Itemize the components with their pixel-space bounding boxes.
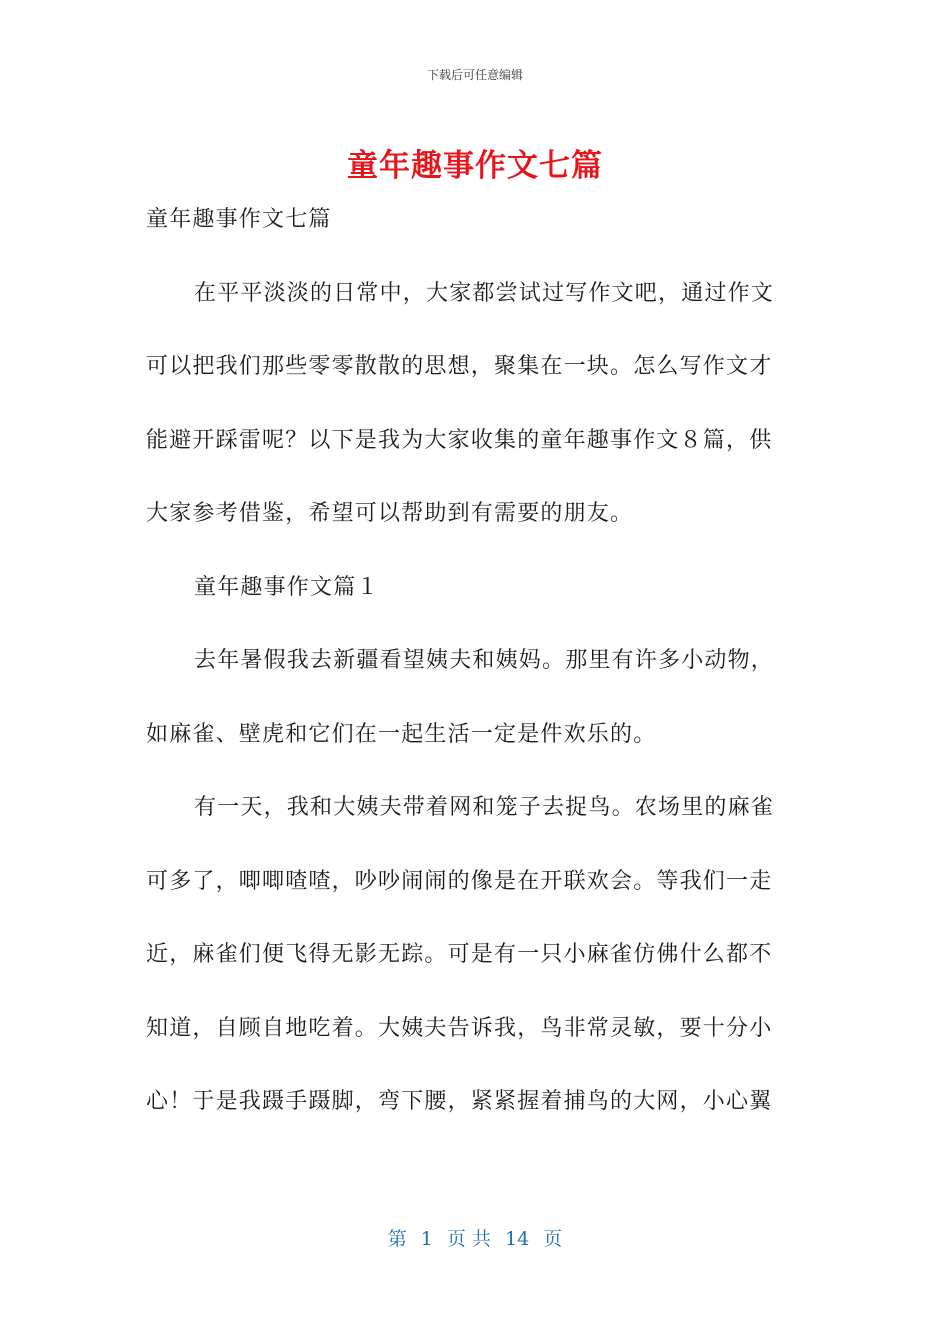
text-line: 在平平淡淡的日常中，大家都尝试过写作文吧，通过作文 xyxy=(194,280,775,306)
text-line: 如麻雀、壁虎和它们在一起生活一定是件欢乐的。 xyxy=(146,721,657,747)
footer-suffix: 页 xyxy=(543,1228,563,1250)
text-line: 去年暑假我去新疆看望姨夫和姨妈。那里有许多小动物， xyxy=(194,648,775,673)
text-line: 可以把我们那些零零散散的思想，聚集在一块。怎么写作文才 xyxy=(146,354,773,379)
footer-current-page: 1 xyxy=(420,1228,433,1250)
page-header-note: 下载后可任意编辑 xyxy=(426,68,523,82)
text-line: 大家参考借鉴，希望可以帮助到有需要的朋友。 xyxy=(146,501,634,526)
document-title: 童年趣事作文七篇 xyxy=(347,148,603,184)
text-line: 童年趣事作文篇１ xyxy=(194,574,380,600)
footer-prefix: 第 xyxy=(387,1228,407,1250)
document-subtitle: 童年趣事作文七篇 xyxy=(146,207,332,232)
text-line: 能避开踩雷呢？以下是我为大家收集的童年趣事作文８篇，供 xyxy=(146,427,773,453)
document-body xyxy=(146,196,790,1152)
text-line: 可多了，唧唧喳喳，吵吵闹闹的像是在开联欢会。等我们一走 xyxy=(146,868,773,894)
text-line: 近，麻雀们便飞得无影无踪。可是有一只小麻雀仿佛什么都不 xyxy=(146,942,773,967)
text-line: 有一天，我和大姨夫带着网和笼子去捉鸟。农场里的麻雀 xyxy=(194,795,775,820)
footer-middle: 页 共 xyxy=(446,1228,491,1250)
page-footer xyxy=(0,1224,950,1251)
text-line: 心！于是我蹑手蹑脚，弯下腰，紧紧握着捕鸟的大网，小心翼 xyxy=(146,1089,773,1114)
footer-total-pages: 14 xyxy=(505,1228,530,1250)
text-line: 知道，自顾自地吃着。大姨夫告诉我，鸟非常灵敏，要十分小 xyxy=(146,1015,773,1041)
paragraph-lines xyxy=(146,270,790,1152)
